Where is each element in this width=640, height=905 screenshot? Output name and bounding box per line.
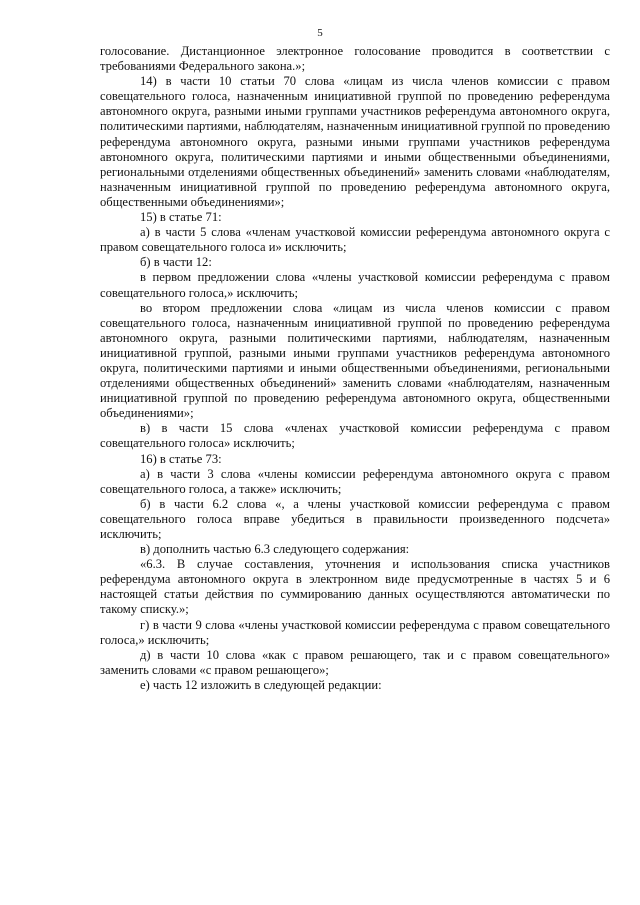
paragraph: г) в части 9 слова «члены участковой комиссии референдума с правом совещательного голоса,» исключить;: [100, 617, 610, 647]
paragraph: а) в части 3 слова «члены комиссии референдума автономного округа с правом совещательного голоса, а также» исключить;: [100, 466, 610, 496]
paragraph: голосование. Дистанционное электронное голосование проводится в соответствии с требованиями Федерального закона.»;: [100, 44, 610, 74]
paragraph: 16) в статье 73:: [140, 451, 222, 466]
paragraph: «6.3. В случае составления, уточнения и использования списка участников референдума автономного округа в электронном виде предусмотренные в частях 5 и 6 настоящей статьи действия по суммированию данных осуществляются автоматически по такому списку.»;: [100, 557, 610, 617]
paragraph: б) в части 6.2 слова «, а члены участковой комиссии референдума с правом совещательного голоса вправе убедиться в правильности произведенного подсчета» исключить;: [100, 496, 610, 541]
document-body: [100, 44, 610, 693]
page-number: 5: [317, 27, 323, 39]
paragraph: в) в части 15 слова «членах участковой комиссии референдума с правом совещательного голоса» исключить;: [100, 421, 610, 451]
paragraph: в первом предложении слова «члены участковой комиссии референдума с правом совещательного голоса,» исключить;: [100, 270, 610, 300]
paragraph: д) в части 10 слова «как с правом решающего, так и с правом совещательного» заменить словами «с правом решающего»;: [100, 647, 610, 677]
paragraph: е) часть 12 изложить в следующей редакции:: [140, 677, 382, 692]
paragraph: 15) в статье 71:: [140, 210, 222, 225]
paragraph: во втором предложении слова «лицам из числа членов комиссии с правом совещательного голоса, назначенным инициативной группой по проведению референдума автономного округа, разными политическими партиями, наблюдателям, назначенным инициативной группой, разными иными группами участников референдума автономного округа, политическими партиями и иными общественными объединениями, региональными отделениями общественных объединений» заменить словами «наблюдателям, назначенным инициативной группой по проведению референдума автономного округа, общественными объединениями»;: [100, 300, 610, 421]
paragraph: 14) в части 10 статьи 70 слова «лицам из числа членов комиссии с правом совещательного голоса, назначенным инициативной группой по проведению референдума автономного округа, разными иными группами участников референдума автономного округа, политическими партиями, наблюдателям, назначенным инициативной группой по проведению референдума автономного округа, разными иными группами участников референдума автономного округа, политическими партиями и иными общественными объединениями, региональными отделениями общественных объединений» заменить словами «наблюдателям, назначенным инициативной группой по проведению референдума автономного округа, общественными объединениями»;: [100, 74, 610, 209]
paragraph: а) в части 5 слова «членам участковой комиссии референдума автономного округа с правом совещательного голоса и» исключить;: [100, 225, 610, 255]
paragraph: б) в части 12:: [140, 255, 212, 270]
paragraph: в) дополнить частью 6.3 следующего содержания:: [140, 542, 410, 557]
